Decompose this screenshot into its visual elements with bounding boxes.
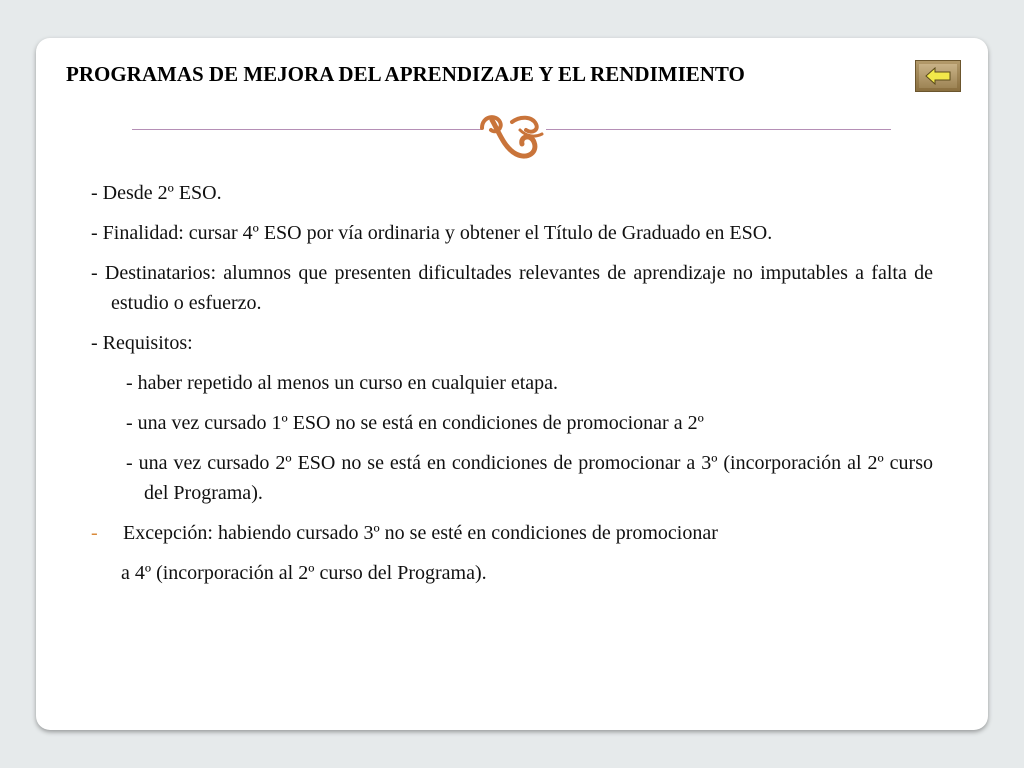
list-item: - Requisitos: — [91, 332, 193, 354]
arrow-left-icon — [925, 67, 951, 85]
back-button[interactable] — [915, 60, 961, 92]
exception-item — [91, 518, 933, 548]
page-title: PROGRAMAS DE MEJORA DEL APRENDIZAJE Y EL RENDIMIENTO — [66, 62, 745, 86]
exception-continuation: a 4º (incorporación al 2º curso del Programa). — [121, 562, 487, 584]
list-item: - Finalidad: cursar 4º ESO por vía ordinaria y obtener el Título de Graduado en ESO. — [91, 222, 773, 244]
slide — [36, 38, 988, 730]
content-body — [91, 178, 933, 588]
divider-left — [132, 129, 482, 130]
decorative-scroll-icon — [476, 108, 552, 164]
sub-list-item: - una vez cursado 1º ESO no se está en condiciones de promocionar a 2º — [126, 412, 704, 434]
sub-list-item: - haber repetido al menos un curso en cualquier etapa. — [126, 372, 559, 394]
back-button-face — [919, 64, 957, 88]
bullet-dash: - — [91, 522, 98, 544]
list-item: - Destinatarios: alumnos que presenten dificultades relevantes de aprendizaje no imputables a falta de estudio o esfuerzo. — [91, 262, 933, 314]
list-item: - Desde 2º ESO. — [91, 182, 222, 204]
sub-list-item: - una vez cursado 2º ESO no se está en condiciones de promocionar a 3º (incorporación al 2º curso del Programa). — [126, 452, 933, 504]
exception-text: Excepción: habiendo cursado 3º no se esté en condiciones de promocionar — [123, 522, 718, 544]
divider-right — [546, 129, 891, 130]
